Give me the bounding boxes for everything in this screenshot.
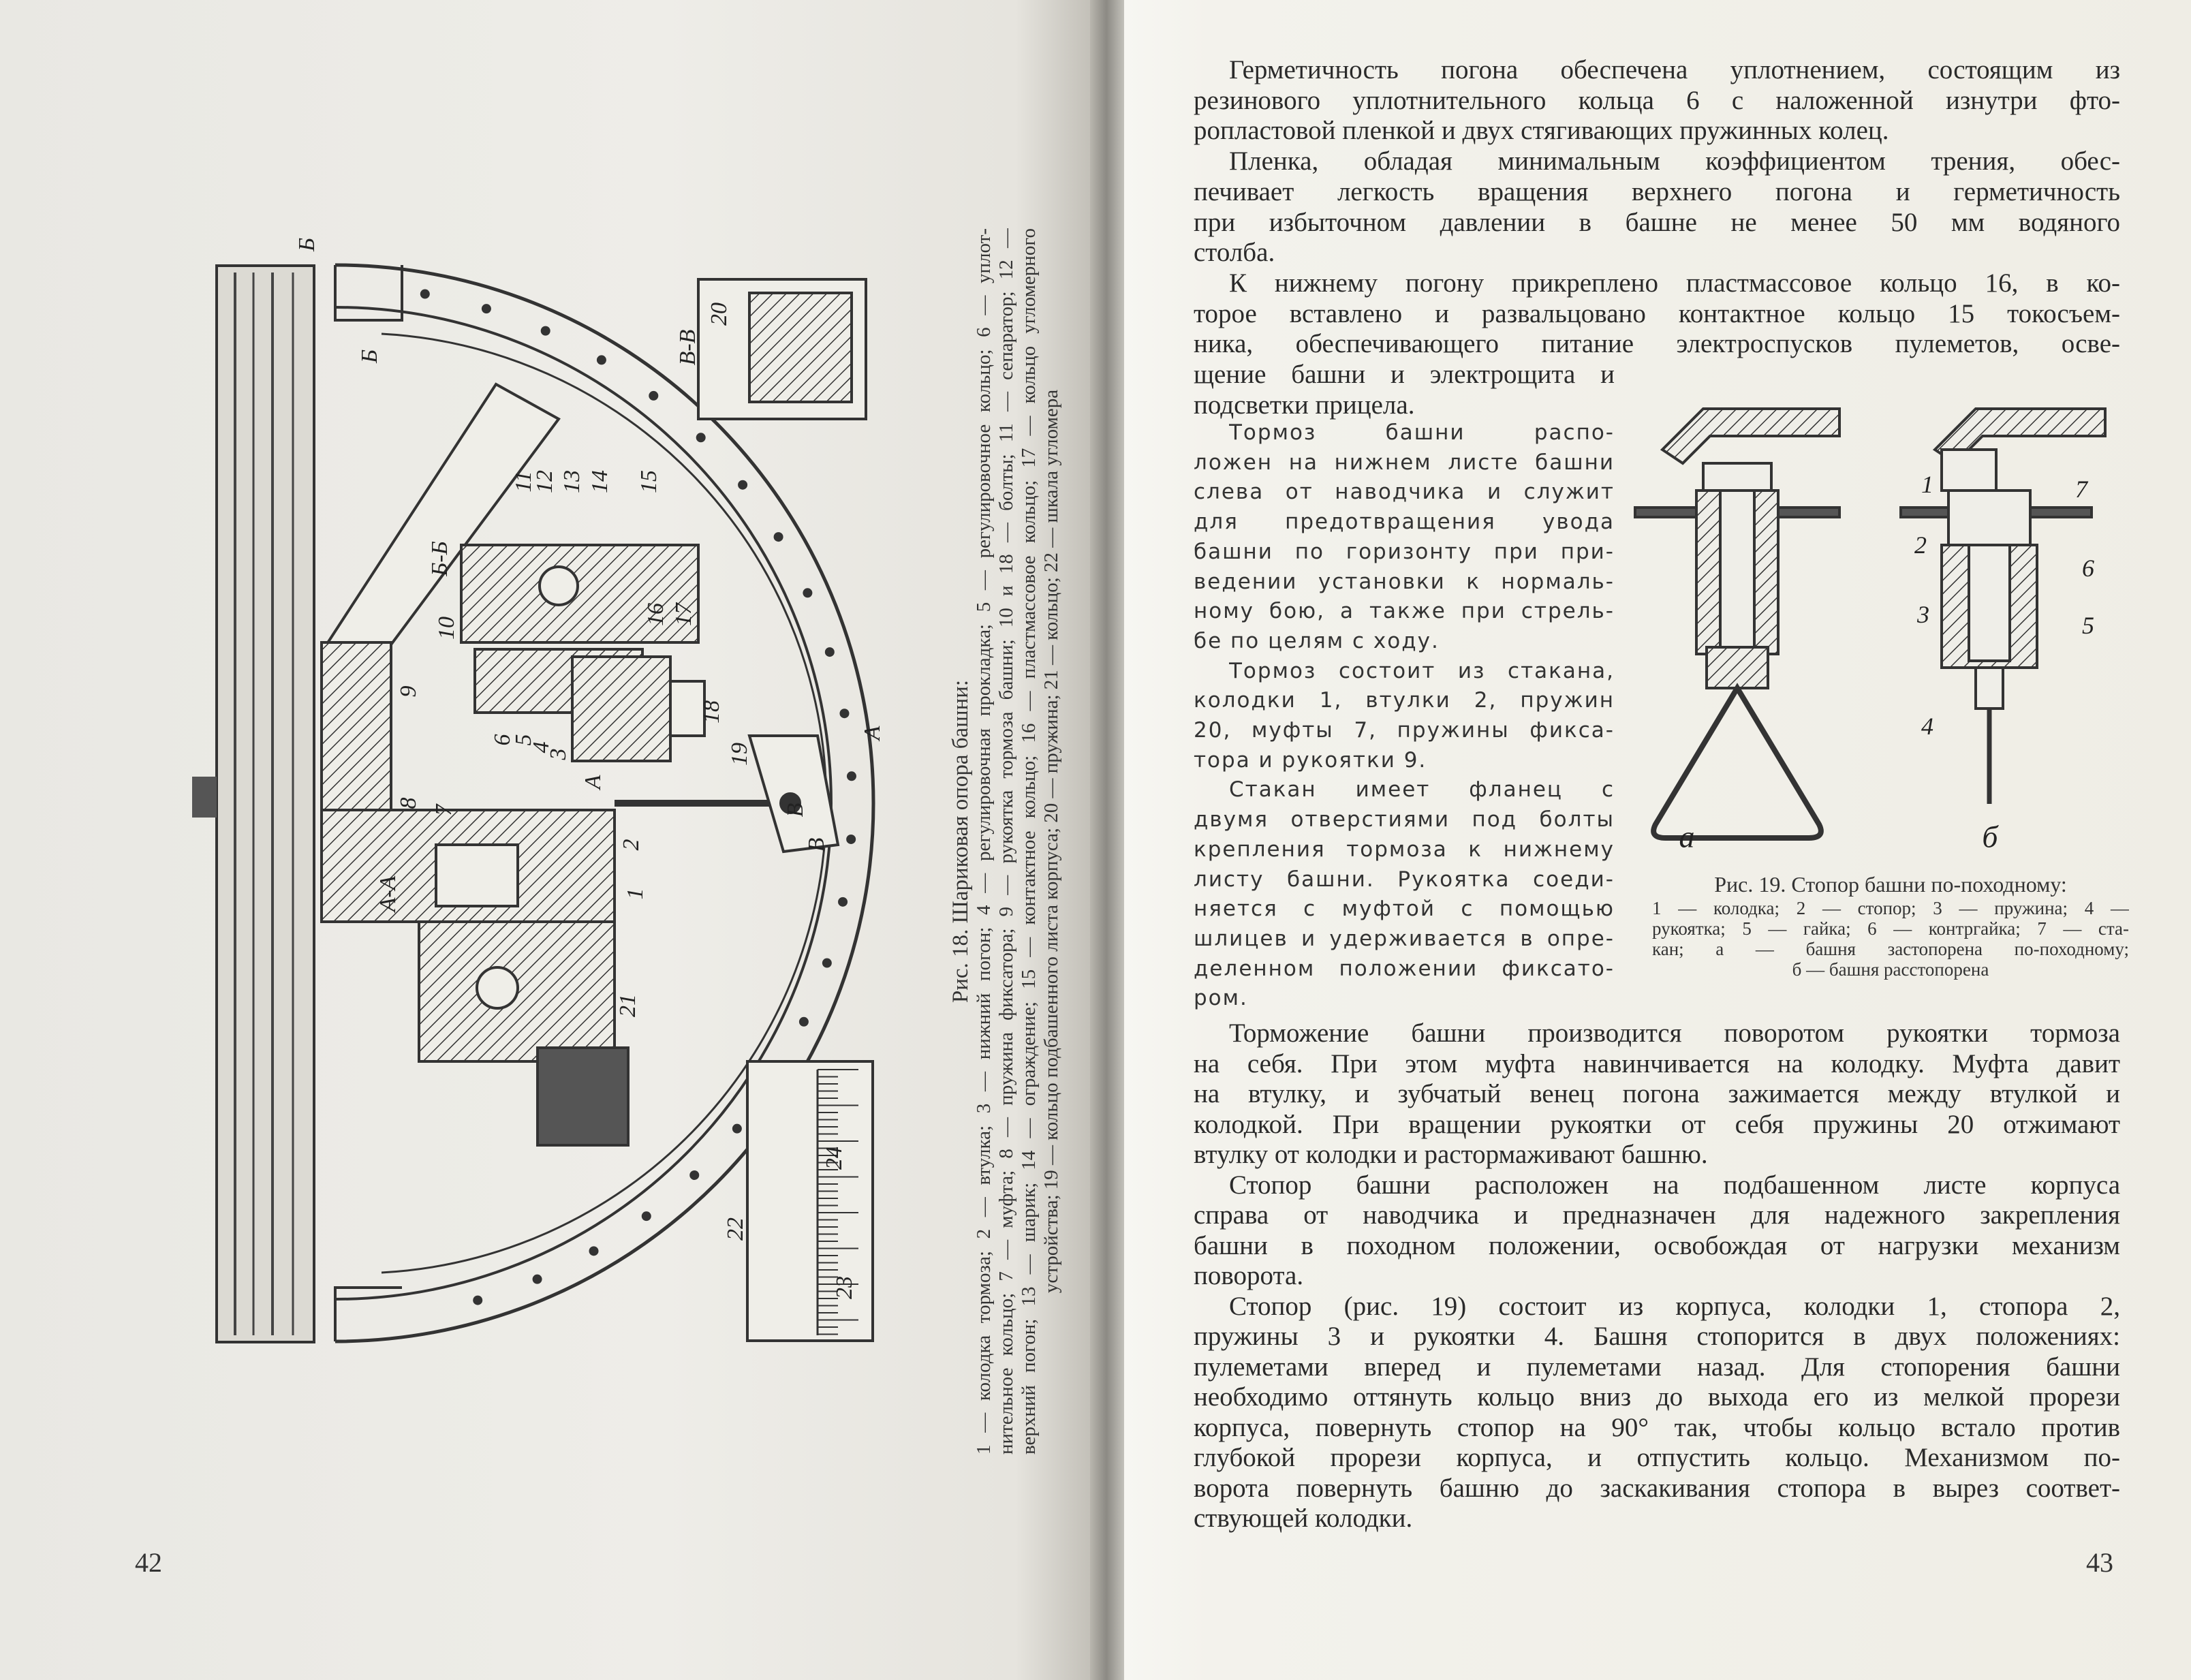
text-line: Стакан имеет фланец с bbox=[1229, 777, 1615, 803]
text-line: ропластовой пленкой и двух стягивающих пружинных колец. bbox=[1194, 116, 1889, 146]
text-line: Тормоз состоит из стакана, bbox=[1229, 658, 1615, 683]
text-line: на втулку, и зубчатый венец погона зажимается между втулкой и bbox=[1194, 1079, 2120, 1108]
fig18-label: 14 bbox=[587, 470, 612, 493]
text-line: Стопор башни расположен на подбашенном листе корпуса bbox=[1229, 1170, 2120, 1200]
text-line: башни по горизонту при при- bbox=[1194, 539, 1615, 564]
bolt-dot bbox=[649, 391, 658, 401]
text-line: торое вставлено и развальцовано контактное кольцо 15 токосъем- bbox=[1194, 298, 2120, 328]
fig18-section-label: Б-Б bbox=[427, 541, 452, 576]
fig18-section-label: А-А bbox=[375, 875, 401, 912]
fig18-label: 13 bbox=[559, 470, 585, 493]
text-line: втулку от колодки и растормаживают башню. bbox=[1194, 1140, 1708, 1169]
fig18-label: 17 bbox=[671, 603, 696, 626]
caption-line: 1 — колодка тормоза; 2 — втулка; 3 — нижний погон; 4 — регулировочная прокладка; 5 — регулировочное кольцо; 6 — уплот- bbox=[973, 228, 995, 1455]
caption-title: Рис. 19. Стопор башни по-походному: bbox=[1714, 872, 2067, 897]
text-line: ром. bbox=[1194, 986, 1248, 1011]
text-line: щение башни и электрощита и bbox=[1194, 360, 1615, 389]
fig18-label: 9 bbox=[396, 685, 421, 698]
bolt-dot bbox=[589, 1246, 599, 1256]
text-line: ника, обеспечивающего питание электроспусков пулеметов, осве- bbox=[1194, 329, 2120, 359]
fig18-label: 20 bbox=[706, 302, 732, 326]
fig18-label: 19 bbox=[727, 743, 752, 766]
fig18-label: 2 bbox=[619, 839, 644, 851]
caption-line: 1 — колодка; 2 — стопор; 3 — пружина; 4 — bbox=[1652, 898, 2129, 918]
text-line: листу башни. Рукоятка соеди- bbox=[1194, 867, 1615, 892]
scale-label: 23 bbox=[832, 1276, 857, 1299]
bolt-dot bbox=[696, 433, 706, 442]
text-line: столба. bbox=[1194, 238, 1275, 268]
text-line: колодки 1, втулки 2, пружин bbox=[1194, 688, 1615, 713]
text-line: глубокой прорези корпуса, и отпустить кольцо. Механизмом по- bbox=[1194, 1443, 2120, 1472]
text-line: подсветки прицела. bbox=[1194, 390, 1415, 420]
bolt-dot bbox=[732, 1124, 742, 1134]
fig18-label: В bbox=[783, 803, 808, 818]
fig18-label: 1 bbox=[623, 888, 648, 900]
text-line: при избыточном давлении в башне не менее 50 мм водяного bbox=[1194, 207, 2120, 237]
fig19-label: 6 bbox=[2082, 555, 2094, 582]
figure-19-caption bbox=[1652, 871, 2129, 980]
bolt-dot bbox=[839, 709, 849, 718]
bolt-dot bbox=[774, 532, 783, 542]
fig19-label: а bbox=[1679, 819, 1695, 854]
bolt-dot bbox=[803, 588, 812, 597]
text-line: на себя. При этом муфта навинчивается на колодку. Муфта давит bbox=[1194, 1048, 2120, 1078]
text-line: справа от наводчика и предназначен для надежного закрепления bbox=[1194, 1200, 2120, 1230]
page-number-right: 43 bbox=[2086, 1547, 2113, 1578]
fig18-label: 15 bbox=[636, 470, 662, 493]
text-line: деленном положении фиксато- bbox=[1194, 956, 1615, 981]
fig19-label: 2 bbox=[1914, 531, 1927, 559]
fig18-section-label: В-В bbox=[675, 329, 700, 366]
text-line: ведении установки к нормаль- bbox=[1194, 569, 1615, 594]
text-line: К нижнему погону прикреплено пластмассовое кольцо 16, в ко- bbox=[1229, 268, 2120, 298]
fig18-label: 3 bbox=[546, 748, 571, 760]
bolt-dot bbox=[822, 959, 832, 968]
text-line: 20, муфты 7, пружины фикса- bbox=[1194, 718, 1615, 743]
caption-line: рукоятка; 5 — гайка; 6 — контргайка; 7 — ста- bbox=[1652, 918, 2129, 939]
text-line: поворота. bbox=[1194, 1261, 1304, 1290]
caption-line: б — башня расстопорена bbox=[1792, 959, 1989, 980]
fig18-label: В bbox=[804, 837, 829, 852]
text-line: башни в походном положении, освобождая от нагрузки механизм bbox=[1194, 1230, 2120, 1260]
bolt-dot bbox=[642, 1211, 651, 1221]
bolt-dot bbox=[847, 771, 856, 781]
bolt-dot bbox=[533, 1275, 542, 1284]
text-line: слева от наводчика и служит bbox=[1194, 480, 1615, 505]
figure-19-drawing bbox=[1635, 409, 2105, 838]
fig18-label: 12 bbox=[532, 470, 557, 493]
side-strip bbox=[192, 266, 314, 1342]
fig19-label: 3 bbox=[1917, 601, 1929, 628]
fig18-label: 6 bbox=[490, 734, 515, 746]
text-line: пружины 3 и рукоятки 4. Башня стопорится в двух положениях: bbox=[1194, 1322, 2120, 1351]
text-line: шлицев и удерживается в опре- bbox=[1194, 926, 1615, 951]
text-line: необходимо оттянуть кольцо вниз до выхода его из мелкой прорези bbox=[1194, 1382, 2120, 1412]
fig19-label: 1 bbox=[1921, 471, 1933, 498]
bolt-dot bbox=[838, 897, 848, 907]
text-line: двумя отверстиями под болты bbox=[1194, 807, 1615, 833]
fig18-label: 5 bbox=[511, 734, 536, 746]
text-line: колодкой. При вращении рукоятки от себя пружины 20 отжимают bbox=[1194, 1109, 2120, 1139]
fig18-label: 16 bbox=[643, 603, 668, 626]
text-line: печивает легкость вращения верхнего погона и герметичность bbox=[1194, 176, 2120, 206]
text-line: Тормоз башни распо- bbox=[1229, 420, 1615, 445]
caption-title: Рис. 18. Шариковая опора башни: bbox=[948, 679, 973, 1004]
bolt-dot bbox=[473, 1296, 482, 1305]
fig18-label: 18 bbox=[699, 700, 724, 724]
text-line: тора и рукоятки 9. bbox=[1194, 747, 1427, 773]
fig18-label: Б bbox=[294, 237, 320, 252]
text-line: для предотвращения увода bbox=[1194, 510, 1615, 535]
fig18-label: 7 bbox=[431, 804, 456, 816]
fig18-label: 22 bbox=[723, 1217, 748, 1241]
bolt-dot bbox=[541, 326, 550, 336]
page-number-left: 42 bbox=[135, 1547, 162, 1578]
bolt-dot bbox=[799, 1017, 809, 1027]
text-line: Торможение башни производится поворотом рукоятки тормоза bbox=[1229, 1018, 2120, 1048]
text-line: ложен на нижнем листе башни bbox=[1194, 450, 1615, 475]
text-line: корпуса, повернуть стопор на 90° так, чтобы кольцо встало против bbox=[1194, 1412, 2120, 1442]
bolt-dot bbox=[482, 304, 491, 313]
text-line: резинового уплотнительного кольца 6 с наложенной изнутри фто- bbox=[1194, 85, 2120, 115]
bolt-dot bbox=[825, 647, 835, 657]
fig18-label: 8 bbox=[396, 797, 421, 809]
caption-line: кан; а — башня застопорена по-походному; bbox=[1652, 939, 2129, 959]
caption-line: нительное кольцо; 7 — муфта; 8 — пружина фиксатора; 9 — рукоятка тормоза башни; 10 и 18 — болты; 11 — сепаратор; 12 — bbox=[995, 228, 1017, 1455]
text-line: ствующей колодки. bbox=[1194, 1504, 1413, 1533]
fig18-label: Б bbox=[357, 349, 382, 364]
fig18-label: 21 bbox=[615, 994, 640, 1017]
bolt-dot bbox=[689, 1170, 699, 1180]
fig18-label: 11 bbox=[511, 471, 536, 493]
fig19-label: б bbox=[1982, 819, 1998, 854]
text-line: няется с муфтой с помощью bbox=[1194, 897, 1615, 922]
bolt-dot bbox=[597, 355, 606, 364]
text-line: ворота повернуть башню до заскакивания стопора в вырез соответ- bbox=[1194, 1473, 2120, 1503]
caption-line: устройства; 19 — кольцо подбашенного листа корпуса; 20 — пружина; 21 — кольцо; 22 — шкала угломера bbox=[1040, 389, 1062, 1294]
bolt-dot bbox=[738, 480, 747, 490]
scale-label: 24 bbox=[822, 1147, 847, 1170]
bolt-dot bbox=[846, 835, 856, 844]
text-line: Стопор (рис. 19) состоит из корпуса, колодки 1, стопора 2, bbox=[1229, 1291, 2120, 1321]
text-line: Герметичность погона обеспечена уплотнением, состоящим из bbox=[1229, 55, 2120, 84]
text-line: пулеметами вперед и пулеметами назад. Для стопорения башни bbox=[1194, 1352, 2120, 1382]
fig19-label: 5 bbox=[2082, 612, 2094, 639]
text-line: Пленка, обладая минимальным коэффициентом трения, обес- bbox=[1229, 146, 2120, 176]
bolt-dot bbox=[420, 290, 430, 299]
text-line: крепления тормоза к нижнему bbox=[1194, 837, 1615, 862]
figure-18-caption bbox=[948, 228, 1064, 1455]
fig18-label: 4 bbox=[529, 741, 554, 753]
fig19-label: 7 bbox=[2075, 476, 2087, 503]
caption-line: верхний погон; 13 — шарик; 14 — ограждение; 15 — контактное кольцо; 16 — пластмассовое кольцо; 17 — кольцо угломерного bbox=[1018, 228, 1040, 1455]
text-line: ному бою, а также при стрель- bbox=[1194, 599, 1615, 624]
fig19-label: 4 bbox=[1921, 713, 1933, 740]
fig18-label: 10 bbox=[434, 617, 459, 640]
fig18-label: А bbox=[580, 775, 606, 790]
fig18-label: А bbox=[860, 726, 885, 741]
text-line: бе по целям с ходу. bbox=[1194, 628, 1440, 653]
